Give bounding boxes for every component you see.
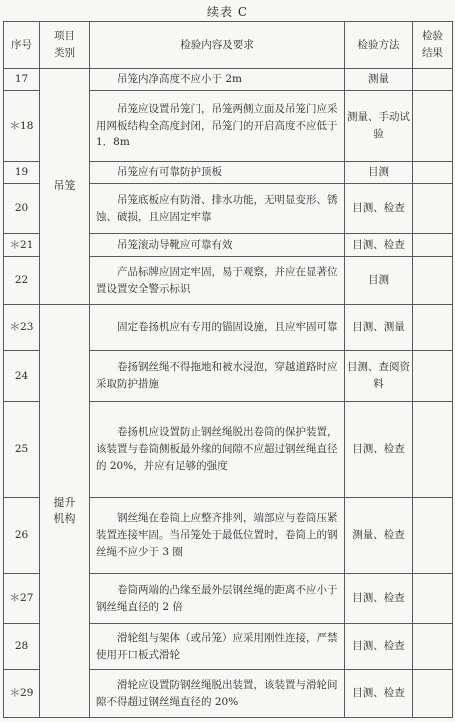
row-number: 25 — [4, 402, 40, 498]
row-method: 目测、查阅资料 — [345, 351, 413, 402]
row-number: 24 — [4, 351, 40, 402]
row-content-text: 产品标牌应固定牢固，易于观察，并应在显著位置设置安全警示标识 — [96, 265, 338, 295]
row-method: 目测 — [345, 162, 413, 184]
row-method: 目测、检查 — [345, 670, 413, 718]
row-content-text: 滑轮应设置防钢丝绳脱出装置，该装置与滑轮间隙不得超过钢丝绳直径的 20% — [96, 678, 338, 708]
row-number: ＊23 — [4, 305, 40, 351]
row-content — [90, 69, 345, 91]
row-content-text: 吊笼应设置吊笼门，吊笼两侧立面及吊笼门应采用网板结构全高度封闭，吊笼门的开启高度不应低于 1．8m — [96, 102, 338, 149]
header-category-label: 项目 类别 — [54, 30, 75, 59]
row-content-text: 吊笼内净高度不应小于 2m — [117, 73, 242, 86]
row-number: ＊18 — [4, 91, 40, 162]
row-content-text: 吊笼底板应有防滑、排水功能，无明显变形、锈蚀、破损，且应固定牢靠 — [96, 193, 338, 223]
row-result — [413, 91, 453, 162]
row-result — [413, 257, 453, 305]
row-content — [90, 670, 345, 718]
row-result — [413, 234, 453, 257]
header-no: 序号 — [4, 22, 40, 69]
row-content-text: 卷扬钢丝绳不得拖地和被水浸泡，穿越道路时应采取防护措施 — [96, 361, 338, 390]
row-result — [413, 574, 453, 624]
row-number: 28 — [4, 624, 40, 670]
row-result — [413, 69, 453, 91]
row-content — [90, 305, 345, 351]
row-result — [413, 162, 453, 184]
row-number: ＊21 — [4, 234, 40, 257]
row-method: 目测、检查 — [345, 184, 413, 234]
row-number: 19 — [4, 162, 40, 184]
row-result — [413, 402, 453, 498]
header-category — [40, 22, 90, 69]
row-content-text: 卷扬机应设置防止钢丝绳脱出卷筒的保护装置，该装置与卷筒侧板最外缘的间隙不应超过钢丝绳直径的 20%，并应有足够的强度 — [96, 426, 338, 472]
row-content — [90, 351, 345, 402]
row-content-text: 吊笼应有可靠防护顶板 — [117, 166, 222, 179]
row-content-text: 固定卷扬机应有专用的锚固设施，且应牢固可靠 — [117, 321, 338, 334]
row-method: 目测 — [345, 257, 413, 305]
header-result — [413, 22, 453, 69]
row-content — [90, 624, 345, 670]
inspection-table — [3, 21, 453, 718]
row-number: 17 — [4, 69, 40, 91]
row-method: 测量、检查 — [345, 498, 413, 574]
row-content — [90, 91, 345, 162]
row-content — [90, 162, 345, 184]
row-method: 测量、手动试验 — [345, 91, 413, 162]
header-method: 检验方法 — [345, 22, 413, 69]
row-result — [413, 184, 453, 234]
row-method: 目测、检查 — [345, 624, 413, 670]
category-label: 吊笼 — [53, 179, 76, 193]
row-number: 22 — [4, 257, 40, 305]
row-method: 目测、检查 — [345, 402, 413, 498]
row-content — [90, 574, 345, 624]
row-content — [90, 402, 345, 498]
table-row — [4, 69, 453, 91]
row-result — [413, 305, 453, 351]
category-label: 提升 机构 — [53, 495, 76, 525]
row-content-text: 卷筒两端的凸缘至最外层钢丝绳的距离不应小于钢丝绳直径的 2 倍 — [96, 583, 338, 613]
row-content-text: 滑轮组与架体（或吊笼）应采用刚性连接，严禁使用开口板式滑轮 — [96, 631, 338, 661]
row-method: 测量 — [345, 69, 413, 91]
row-content-text: 吊笼滚动导靴应可靠有效 — [117, 238, 233, 251]
header-result-label: 检验 结果 — [422, 30, 443, 59]
row-result — [413, 624, 453, 670]
row-method: 目测、检查 — [345, 574, 413, 624]
row-method: 目测、测量 — [345, 305, 413, 351]
row-number: 20 — [4, 184, 40, 234]
category-cell — [40, 305, 90, 718]
table-caption: 续表 C — [207, 5, 248, 19]
header-content: 检验内容及要求 — [90, 22, 345, 69]
row-content — [90, 498, 345, 574]
row-result — [413, 498, 453, 574]
row-content — [90, 184, 345, 234]
row-number: ＊27 — [4, 574, 40, 624]
row-method: 目测、检查 — [345, 234, 413, 257]
row-content — [90, 234, 345, 257]
row-result — [413, 670, 453, 718]
header-row — [4, 22, 453, 69]
row-number: 26 — [4, 498, 40, 574]
category-cell — [40, 69, 90, 305]
row-content — [90, 257, 345, 305]
row-result — [413, 351, 453, 402]
row-content-text: 钢丝绳在卷筒上应整齐排列，端部应与卷筒压紧装置连接牢固。当吊笼处于最低位置时，卷筒上的钢丝绳不应少于 3 圈 — [96, 512, 338, 558]
row-number: ＊29 — [4, 670, 40, 718]
table-row — [4, 305, 453, 351]
